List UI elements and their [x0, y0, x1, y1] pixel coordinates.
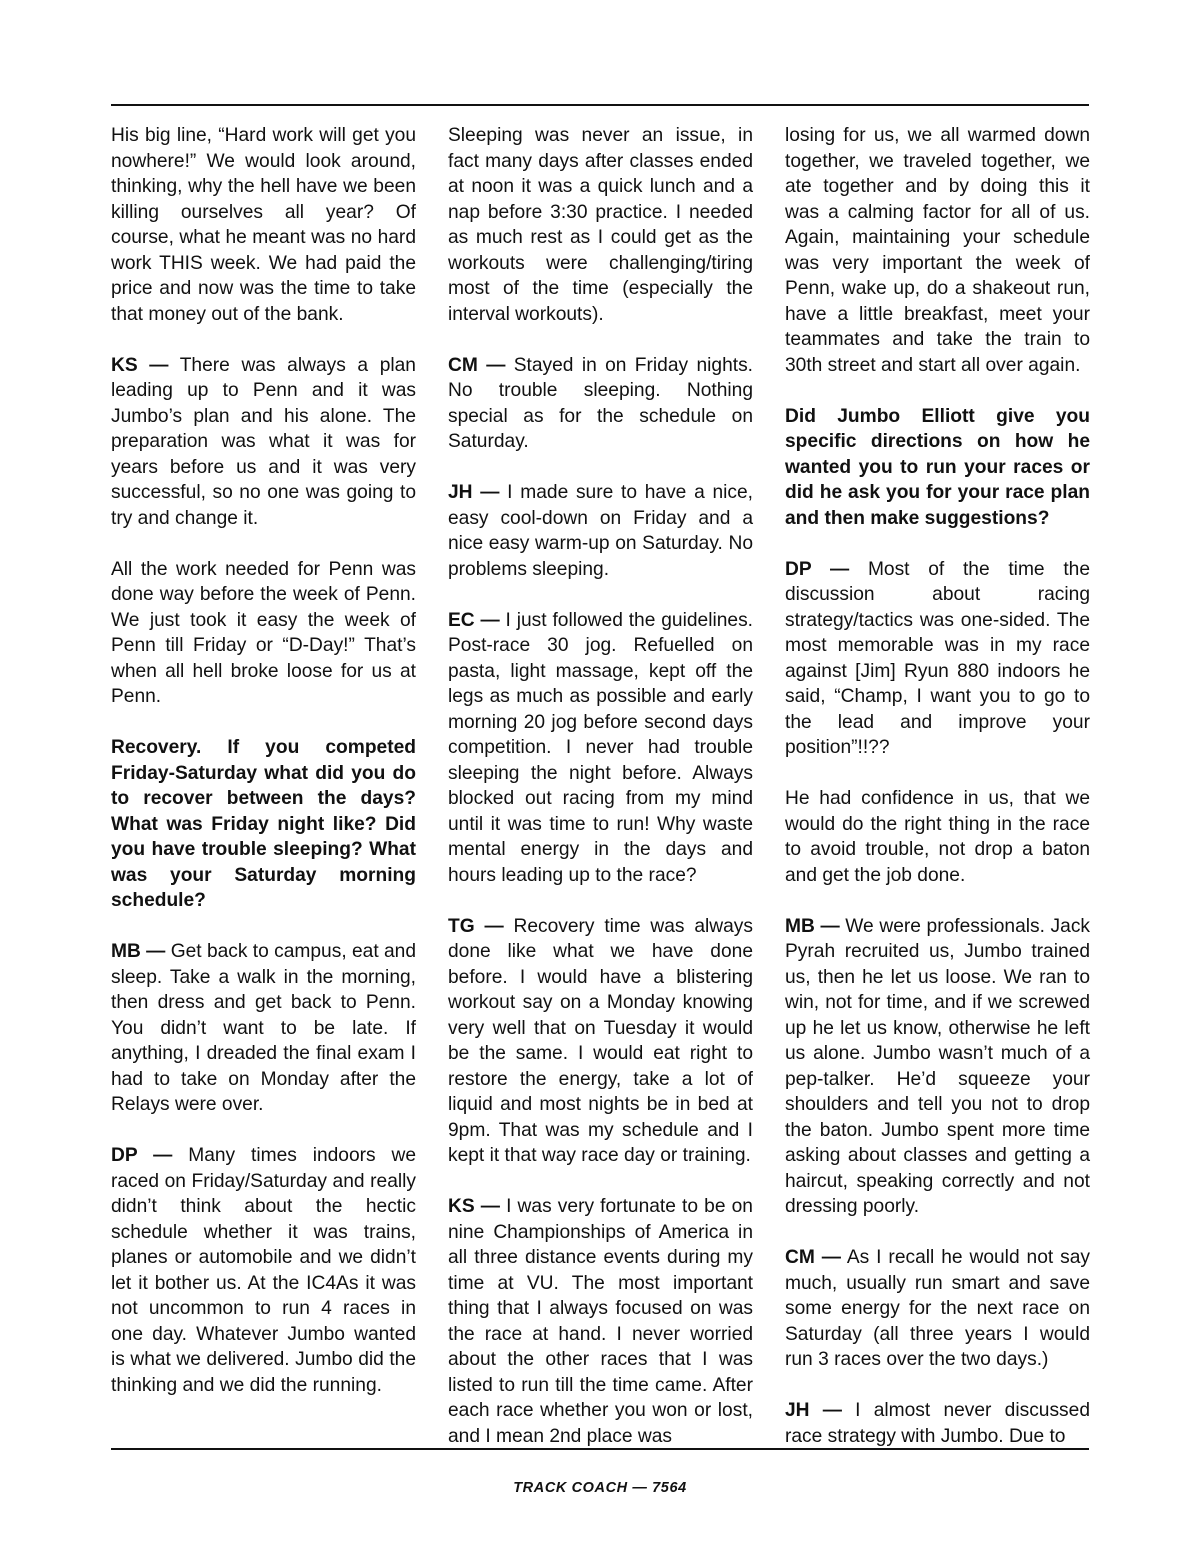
paragraph: All the work needed for Penn was done way before the week of Penn. We just took it easy the week of Penn till Friday or “D-Day!” That’s when all hell broke loose for us at Penn.	[111, 558, 416, 707]
paragraph: losing for us, we all warmed down together, we traveled together, we ate together and by doing this it was a calming factor for all of us. Again, maintaining your schedule was very important the week of Penn, wake up, do a shakeout run, have a little breakfast, meet your teammates and take the train to 30th street and start all over again.	[785, 125, 1090, 376]
paragraph: MB — We were professionals. Jack Pyrah recruited us, Jumbo trained us, then he let us loose. We ran to win, not for time, and if we screwed up he let us know, otherwise he left us alone. Jumbo wasn’t much of a pep-talker. He’d squeeze your shoulders and tell you not to drop the baton. Jumbo spent more time asking about classes and getting a haircut, speaking correctly and not dressing poorly.	[785, 915, 1091, 1217]
paragraph: His big line, “Hard work will get you nowhere!” We would look around, thinking, why the hell have we been killing ourselves all year? Of course, what he meant was no hard work THIS week. We had paid the price and now was the time to take that money out of the bank.	[111, 125, 416, 325]
interview-question: Recovery. If you competed Friday-Saturday what did you do to recover between the days? What was Friday night like? Did you have trouble sleeping? What was your Saturday morning schedule?	[111, 737, 416, 911]
speaker-initials: KS —	[448, 1196, 500, 1217]
speaker-initials: CM —	[448, 354, 506, 376]
paragraph: KS — I was very fortunate to be on nine Championships of America in all three distance events during my time at VU. The most important thing that I always focused on was the race at hand. I never worried about the other races that I was listed to run till the time came. After each race whether you won or lost, and I mean 2nd place was	[448, 1196, 753, 1447]
speaker-initials: MB —	[785, 915, 840, 937]
speaker-initials: MB —	[111, 941, 166, 962]
paragraph: DP — Most of the time the discussion about racing strategy/tactics was one-sided. The most memorable was in my race against [Jim] Ryun 880 indoors he said, “Champ, I want you to go to the lead and improve your position”!!??	[785, 558, 1090, 758]
interview-question: Did Jumbo Elliott give you specific directions on how he wanted you to run your races or did he ask you for your race plan and then make suggestions?	[785, 405, 1090, 529]
paragraph: TG — Recovery time was always done like what we have done before. I would have a blistering workout say on a Monday knowing very well that on Tuesday it would be the same. I would eat right to restore the energy, take a lot of liquid and most nights be in bed at 9pm. That was my schedule and I kept it that way race day or training.	[448, 915, 753, 1166]
paragraph: CM — As I recall he would not say much, usually run smart and save some energy for the next race on Saturday (all three years I would run 3 races over the two days.)	[785, 1247, 1091, 1370]
column-1	[111, 123, 416, 1398]
speaker-initials: CM —	[785, 1247, 841, 1268]
speaker-initials: JH —	[785, 1400, 842, 1421]
paragraph: He had confidence in us, that we would do the right thing in the race to avoid trouble, not drop a baton and get the job done.	[785, 788, 1090, 886]
column-2	[448, 123, 753, 1449]
paragraph: MB — Get back to campus, eat and sleep. Take a walk in the morning, then dress and get back to Penn. You didn’t want to be late. If anything, I dreaded the final exam I had to take on Monday after the Relays were over.	[111, 941, 417, 1115]
speaker-initials: EC —	[448, 609, 500, 631]
speaker-initials: KS —	[111, 354, 169, 376]
bottom-rule	[111, 1448, 1089, 1450]
top-rule	[111, 104, 1089, 106]
paragraph: DP — Many times indoors we raced on Friday/Saturday and really didn’t think about the hectic schedule whether it was trains, planes or automobile and we didn’t let it bother us. At the IC4As it was not uncommon to run 4 races in one day. Whatever Jumbo wanted is what we delivered. Jumbo did the thinking and we did the running.	[111, 1145, 417, 1396]
speaker-initials: TG —	[448, 915, 504, 937]
paragraph: JH — I almost never discussed race strategy with Jumbo. Due to	[785, 1400, 1090, 1447]
paragraph: KS — There was always a plan leading up to Penn and it was Jumbo’s plan and his alone. The preparation was what it was for years before us and it was very successful, so no one was going to try and change it.	[111, 354, 416, 529]
paragraph: EC — I just followed the guidelines. Post-race 30 jog. Refuelled on pasta, light massage, kept off the legs as much as possible and early morning 20 jog before second days competition. I never had trouble sleeping the night before. Always blocked out racing from my mind until it was time to run! Why waste mental energy in the days and hours leading up to the race?	[448, 609, 753, 886]
paragraph: CM — Stayed in on Friday nights. No trouble sleeping. Nothing special as for the schedule on Saturday.	[448, 354, 754, 452]
speaker-initials: DP —	[111, 1145, 173, 1166]
page-footer: TRACK COACH — 7564	[513, 1480, 687, 1496]
paragraph: Sleeping was never an issue, in fact many days after classes ended at noon it was a quick lunch and a nap before 3:30 practice. I needed as much rest as I could get as the workouts were challenging/tiring most of the time (especially the interval workouts).	[448, 125, 753, 325]
column-3	[785, 123, 1090, 1449]
speaker-initials: JH —	[448, 482, 500, 503]
speaker-initials: DP —	[785, 558, 850, 580]
paragraph: JH — I made sure to have a nice, easy cool-down on Friday and a nice easy warm-up on Saturday. No problems sleeping.	[448, 482, 754, 580]
